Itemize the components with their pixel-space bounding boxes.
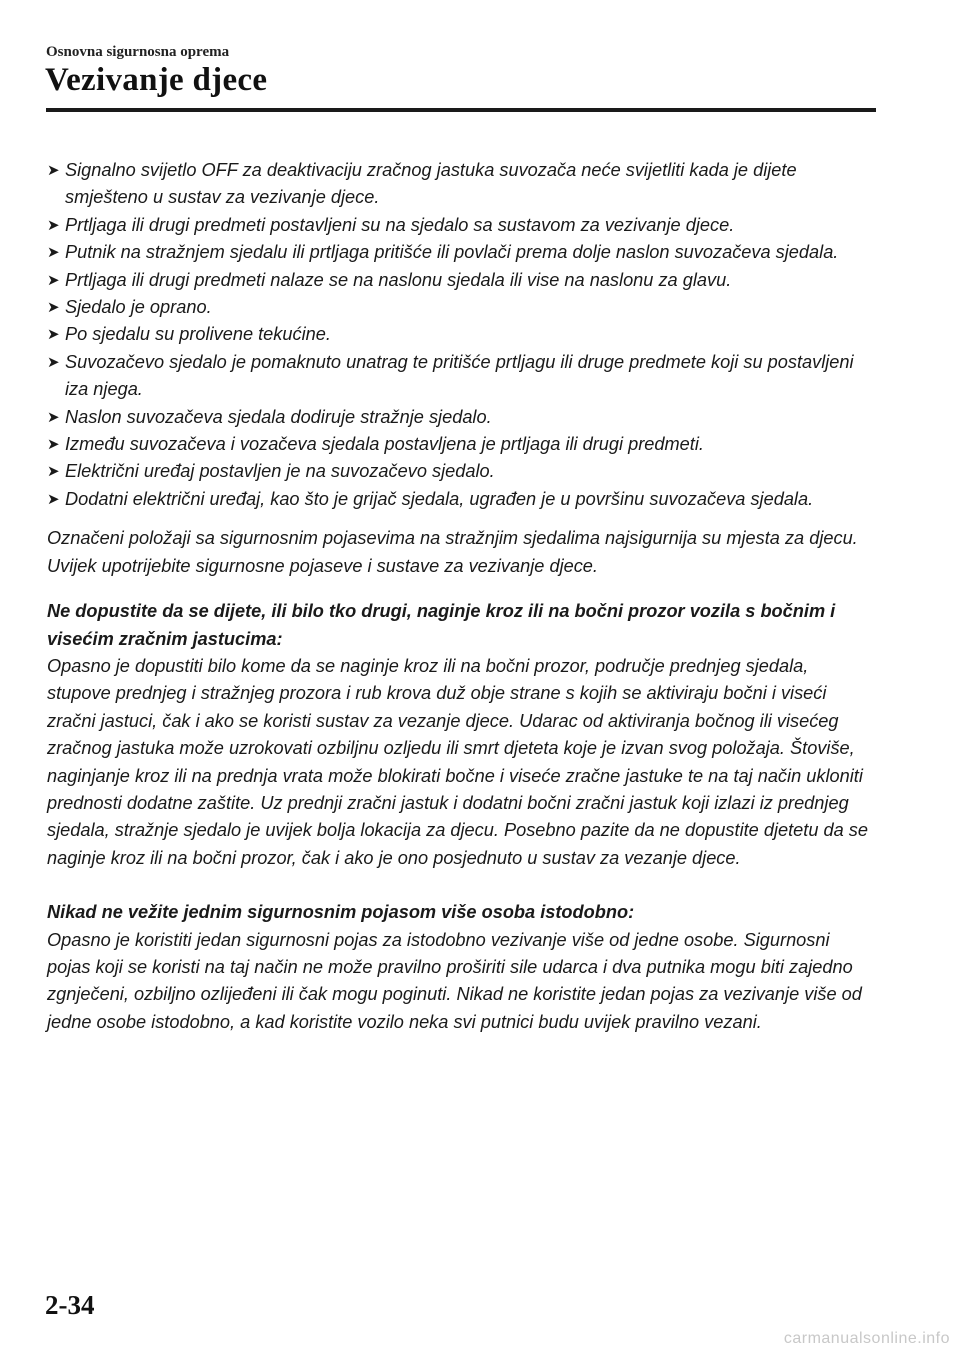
list-item: ➤ Prtljaga ili drugi predmeti nalaze se na naslonu sjedala ili vise na naslonu za glavu. bbox=[47, 267, 877, 294]
arrow-bullet-icon: ➤ bbox=[47, 244, 60, 262]
warning-body-one-belt: Opasno je koristiti jedan sigurnosni pojas za istodobno vezivanje više od jedne osobe. Sigurnosni pojas koji se koristi na taj način ne može pravilno proširiti sile udarca i dva putnika mogu biti zajedno zgnječeni, ozbiljno ozlijeđeni ili čak mogu poginuti. Nikad ne koristite jedan pojas za vezivanje više od jedne osobe istodobno, a kad koristite vozilo neka svi putnici budu uvijek pravilno vezani. bbox=[47, 929, 862, 1032]
list-item: ➤ Prtljaga ili drugi predmeti postavljeni su na sjedalo sa sustavom za vezivanje djece. bbox=[47, 212, 877, 239]
page-title: Vezivanje djece bbox=[45, 62, 268, 98]
arrow-bullet-icon: ➤ bbox=[47, 326, 60, 344]
warning-heading-side-window: Ne dopustite da se dijete, ili bilo tko drugi, naginje kroz ili na bočni prozor vozila s bočnim i visećim zračnim jastucima: bbox=[47, 601, 836, 649]
list-item: ➤ Naslon suvozačeva sjedala dodiruje stražnje sjedalo. bbox=[47, 404, 877, 431]
title-divider bbox=[46, 108, 876, 112]
warning-body-side-window: Opasno je dopustiti bilo kome da se naginje kroz ili na bočni prozor, područje prednjeg sjedala, stupove prednjeg i stražnjeg prozora i rub krova duž obje strane s kojih se aktiviraju bočni i viseći zračni jastuci, čak i ako se koristi sustav za vezanje djece. Udarac od aktiviranja bočnog ili visećeg zračnog jastuka može uzrokovati ozbiljnu ozljedu ili smrt djeteta koje je izvan svog položaja. Štoviše, naginjanje kroz ili na prednja vrata može blokirati bočne i viseće zračne jastuke te na taj način ukloniti prednosti dodatne zaštite. Uz prednji zračni jastuk i dodatni bočni zračni jastuk koji izlazi iz prednjeg sjedala, stražnje sjedalo je uvijek bolja lokacija za djecu. Posebno pazite da ne dopustite djetetu da se naginje kroz ili na bočni prozor, čak i ako je ono posjednuto u sustav za vezanje djece. bbox=[47, 655, 868, 868]
list-item: ➤ Sjedalo je oprano. bbox=[47, 294, 877, 321]
safe-positions-paragraph: Označeni položaji sa sigurnosnim pojasevima na stražnjim sjedalima najsigurnija su mjesta za djecu. Uvijek upotrijebite sigurnosne pojaseve i sustave za vezivanje djece. bbox=[47, 528, 858, 576]
arrow-bullet-icon: ➤ bbox=[47, 299, 60, 317]
list-item: ➤ Po sjedalu su prolivene tekućine. bbox=[47, 321, 877, 348]
section-label: Osnovna sigurnosna oprema bbox=[46, 44, 230, 60]
arrow-bullet-icon: ➤ bbox=[47, 162, 60, 179]
list-item: ➤ Putnik na stražnjem sjedalu ili prtljaga pritišće ili povlači prema dolje naslon suvozačeva sjedala. bbox=[47, 239, 877, 266]
warning-heading-one-belt: Nikad ne vežite jednim sigurnosnim pojasom više osoba istodobno: bbox=[47, 902, 635, 923]
arrow-bullet-icon: ➤ bbox=[47, 463, 60, 481]
page-content bbox=[47, 157, 877, 1036]
page-number: 2-34 bbox=[45, 1290, 95, 1320]
watermark: carmanualsonline.info bbox=[783, 1330, 950, 1347]
list-item: ➤ Električni uređaj postavljen je na suvozačevo sjedalo. bbox=[47, 458, 877, 485]
arrow-bullet-icon: ➤ bbox=[47, 216, 60, 234]
list-item: ➤ Suvozačevo sjedalo je pomaknuto unatrag te pritišće prtljagu ili druge predmete koji su postavljeni iza njega. bbox=[47, 349, 877, 404]
arrow-bullet-icon: ➤ bbox=[47, 490, 60, 508]
list-item: ➤ Dodatni električni uređaj, kao što je grijač sjedala, ugrađen je u površinu suvozačeva sjedala. bbox=[47, 486, 877, 513]
arrow-bullet-icon: ➤ bbox=[47, 353, 60, 371]
list-item: ➤ Signalno svijetlo OFF za deaktivaciju zračnog jastuka suvozača neće svijetliti kada je dijete smješteno u sustav za vezivanje djece. bbox=[47, 157, 877, 212]
arrow-bullet-icon: ➤ bbox=[47, 271, 60, 289]
condition-list bbox=[47, 157, 877, 513]
list-item: ➤ Između suvozačeva i vozačeva sjedala postavljena je prtljaga ili drugi predmeti. bbox=[47, 431, 877, 458]
arrow-bullet-icon: ➤ bbox=[47, 436, 60, 454]
arrow-bullet-icon: ➤ bbox=[47, 408, 60, 426]
